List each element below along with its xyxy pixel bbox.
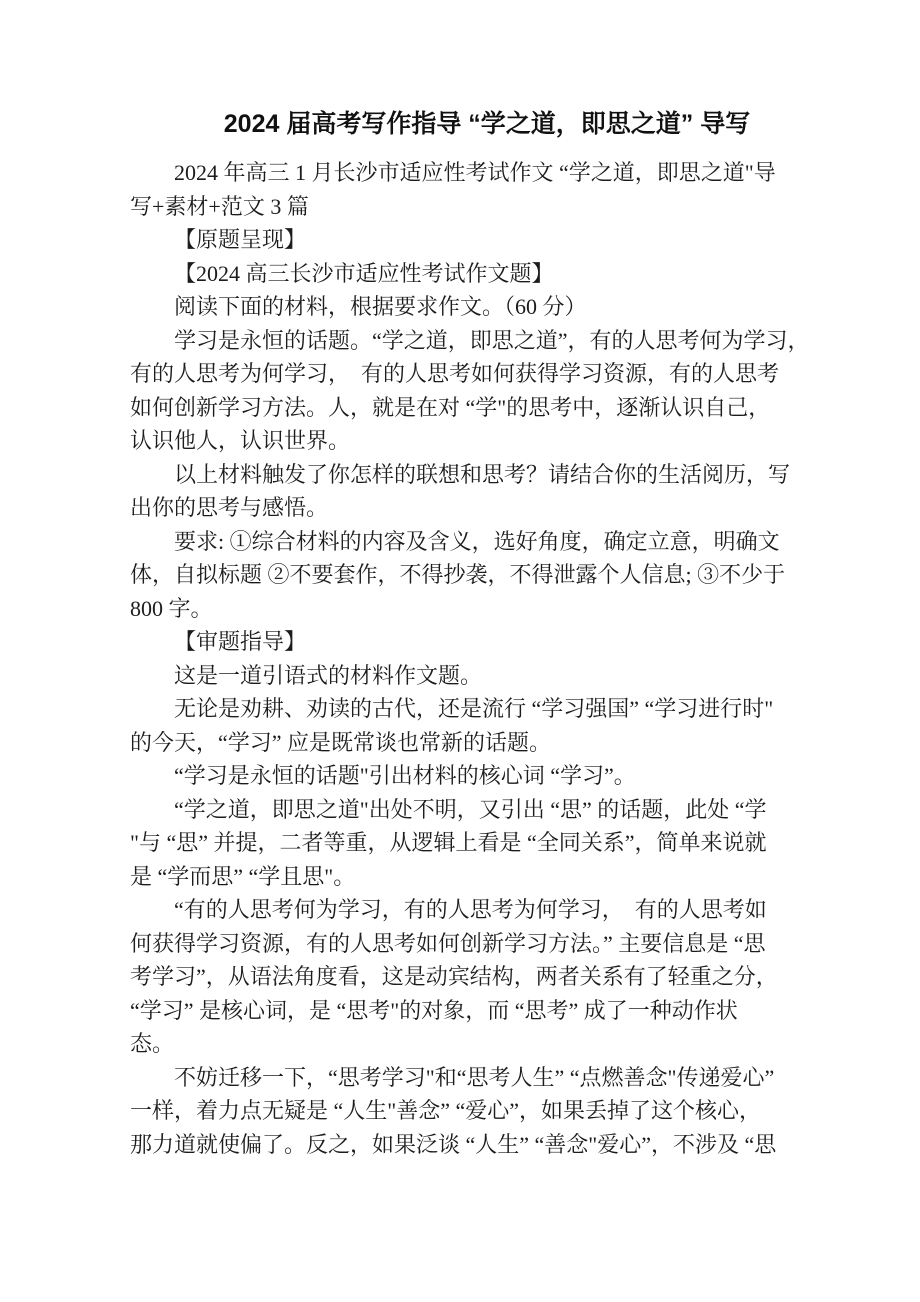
text-line: "与 “思” 并提，二者等重，从逻辑上看是 “全同关系”，简单来说就 xyxy=(130,830,767,855)
document-lines xyxy=(130,156,810,1161)
text-line: 是 “学而思” “学且思"。 xyxy=(130,863,356,889)
text-line: 以上材料触发了你怎样的联想和思考？请结合你的生活阅历，写 xyxy=(174,461,791,487)
text-line: 如何创新学习方法。人，就是在对 “学"的思考中，逐渐认识自己， xyxy=(130,394,771,420)
text-line: 不妨迁移一下，“思考学习"和“思考人生” “点燃善念"传递爱心” xyxy=(174,1064,775,1090)
text-line: 考学习”，从语法角度看，这是动宾结构，两者关系有了轻重之分， xyxy=(130,964,778,989)
text-line: 那力道就使偏了。反之，如果泛谈 “人生” “善念"爱心”，不涉及 “思 xyxy=(130,1131,777,1157)
text-line: 要求: ①综合材料的内容及含义，选好角度，确定立意，明确文 xyxy=(174,528,780,554)
text-line: 这是一道引语式的材料作文题。 xyxy=(174,662,483,688)
text-line: 阅读下面的材料，根据要求作文。（60 分） xyxy=(174,294,587,319)
text-line: 出你的思考与感悟。 xyxy=(130,495,329,520)
text-line: 【审题指导】 xyxy=(174,629,307,654)
text-line: 一样，着力点无疑是 “人生"善念” “爱心”，如果丢掉了这个核心， xyxy=(130,1098,762,1123)
text-line: 有的人思考为何学习， 有的人思考如何获得学习资源，有的人思考 xyxy=(130,361,780,386)
text-line: “学习是永恒的话题"引出材料的核心词 “学习”。 xyxy=(174,763,636,788)
text-line: 认识他人，认识世界。 xyxy=(130,428,351,453)
text-line: 无论是劝耕、劝读的古代，还是流行 “学习强国” “学习进行时" xyxy=(174,696,774,721)
text-line: 【2024 高三长沙市适应性考试作文题】 xyxy=(174,260,554,286)
document-title: 2024 届高考写作指导 “学之道，即思之道” 导写 xyxy=(223,110,751,138)
text-line: 体，自拟标题 ②不要套作，不得抄袭，不得泄露个人信息; ③不少于 xyxy=(130,562,786,587)
text-line: “学之道，即思之道"出处不明，又引出 “思” 的话题，此处 “学 xyxy=(174,796,767,822)
text-line: 的今天，“学习” 应是既常谈也常新的话题。 xyxy=(130,729,552,755)
text-line: 写+素材+范文 3 篇 xyxy=(130,193,309,219)
text-line: “学习” 是核心词，是 “思考"的对象，而 “思考” 成了一种动作状 xyxy=(130,997,738,1023)
text-line: “有的人思考何为学习，有的人思考为何学习， 有的人思考如 xyxy=(174,897,767,922)
text-line: 2024 年高三 1 月长沙市适应性考试作文 “学之道，即思之道"导 xyxy=(174,160,776,185)
text-line: 何获得学习资源，有的人思考如何创新学习方法。” 主要信息是 “思 xyxy=(130,930,766,956)
text-line: 学习是永恒的话题。“学之道，即思之道”，有的人思考何为学习， xyxy=(174,327,810,353)
text-line: 【原题呈现】 xyxy=(174,227,307,252)
text-line: 800 字。 xyxy=(130,595,213,621)
text-line: 态。 xyxy=(130,1031,175,1056)
